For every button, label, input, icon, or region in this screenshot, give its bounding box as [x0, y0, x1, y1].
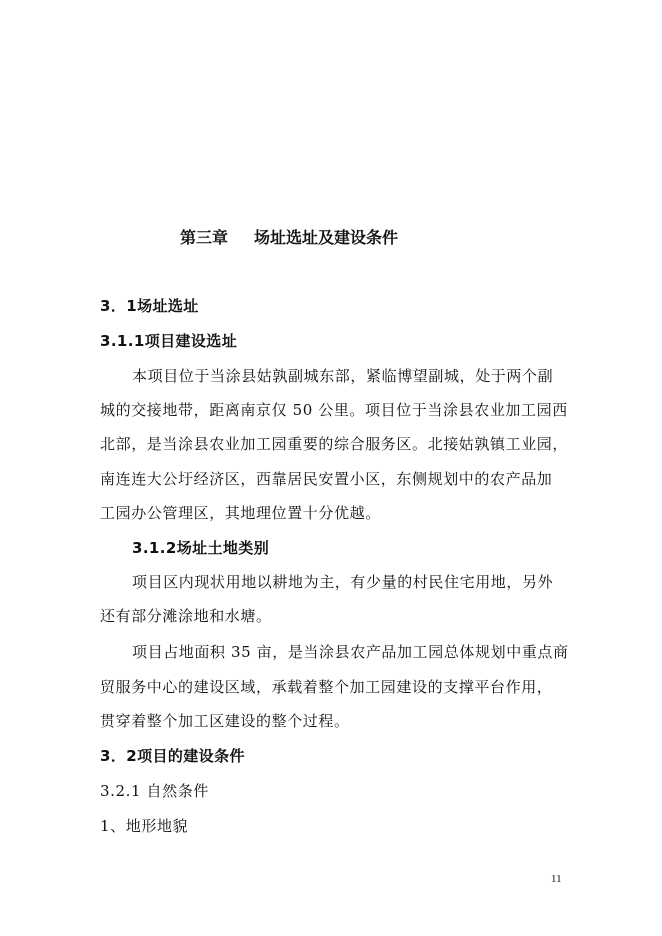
section-3-2-1-heading: 3.2.1 自然条件	[100, 782, 209, 800]
item-1-heading: 1、地形地貌	[100, 817, 189, 835]
section-3-2-heading: 3．2项目的建设条件	[100, 747, 245, 765]
chapter-heading	[180, 227, 398, 249]
section-3-1-1-heading: 3.1.1项目建设选址	[100, 332, 238, 350]
chapter-title: 场址选址及建设条件	[254, 228, 399, 247]
section-3-1-heading: 3．1场址选址	[100, 297, 199, 315]
paragraph-3-line-3: 贯穿着整个加工区建设的整个过程。	[100, 712, 350, 730]
paragraph-1-line-3: 北部，是当涂县农业加工园重要的综合服务区。北接姑孰镇工业园，	[100, 435, 569, 453]
paragraph-1-line-1: 本项目位于当涂县姑孰副城东部，紧临博望副城，处于两个副	[132, 367, 554, 385]
paragraph-2-line-1: 项目区内现状用地以耕地为主，有少量的村民住宅用地，另外	[132, 573, 554, 591]
paragraph-1-line-2: 城的交接地带，距离南京仅 50 公里。项目位于当涂县农业加工园西	[100, 401, 568, 419]
page-number: 11	[551, 873, 562, 885]
paragraph-3-line-2: 贸服务中心的建设区域，承载着整个加工园建设的支撑平台作用，	[100, 678, 553, 696]
paragraph-3-line-1: 项目占地面积 35 亩，是当涂县农产品加工园总体规划中重点商	[132, 643, 569, 661]
paragraph-1-line-5: 工园办公管理区，其地理位置十分优越。	[100, 504, 381, 522]
chapter-number: 第三章	[180, 228, 229, 247]
paragraph-2-line-2: 还有部分滩涂地和水塘。	[100, 607, 272, 625]
section-3-1-2-heading: 3.1.2场址土地类别	[132, 539, 270, 557]
paragraph-1-line-4: 南连连大公圩经济区，西靠居民安置小区，东侧规划中的农产品加	[100, 470, 553, 488]
